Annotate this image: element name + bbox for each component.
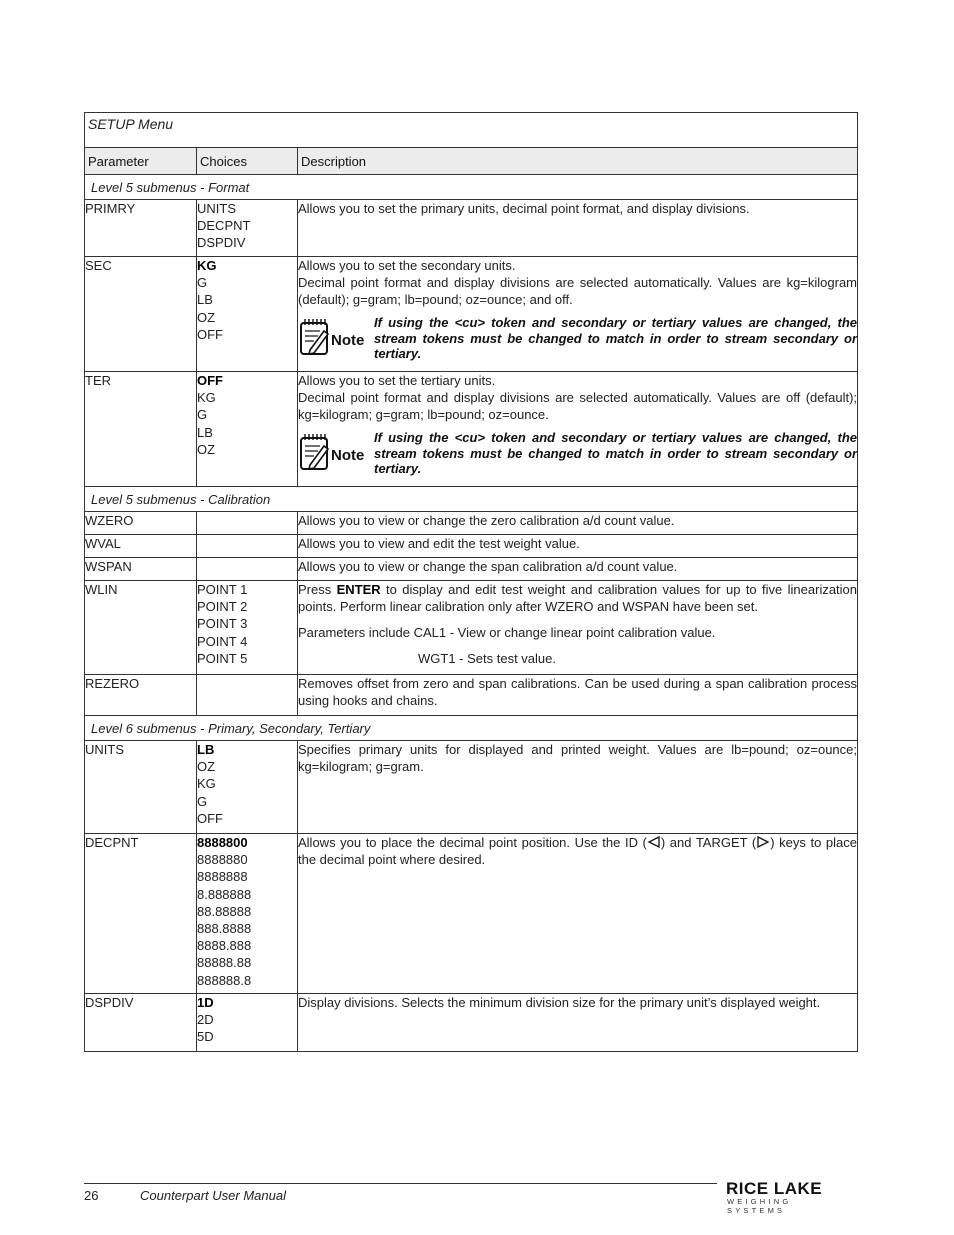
desc-wspan: Allows you to view or change the span calibration a/d count value. — [298, 558, 858, 581]
desc-dspdiv: Display divisions. Selects the minimum division size for the primary unit’s displayed weight. — [298, 994, 858, 1052]
table-title: SETUP Menu — [85, 113, 858, 148]
choice-item: OFF — [197, 326, 223, 342]
header-parameter: Parameter — [85, 148, 197, 175]
table-row — [85, 535, 858, 558]
choice-item: LB — [197, 424, 213, 440]
desc-line: Allows you to set the secondary units. — [298, 258, 516, 273]
note-text: If using the <cu> token and secondary or tertiary values are changed, the stream tokens must be changed to match in order to stream secondary or tertiary. — [374, 430, 858, 477]
param-ter: TER — [85, 372, 197, 487]
choice-item: KG — [197, 776, 216, 792]
choice-item: UNITS — [197, 201, 236, 216]
manual-title: Counterpart User Manual — [140, 1188, 286, 1203]
note-icon — [298, 430, 374, 474]
rice-lake-logo — [724, 1176, 852, 1215]
choice-item: 8.888888 — [197, 886, 252, 902]
param-decpnt: DECPNT — [85, 834, 197, 994]
choices-units — [197, 741, 298, 834]
param-wval: WVAL — [85, 535, 197, 558]
choice-item: KG — [197, 390, 216, 406]
param-dspdiv: DSPDIV — [85, 994, 197, 1052]
choice-item: 5D — [197, 1029, 214, 1045]
choices-rezero — [197, 675, 298, 716]
table-row — [85, 200, 858, 257]
table-row — [85, 741, 858, 834]
note-icon — [298, 315, 374, 359]
table-row — [85, 581, 858, 675]
choice-item: 88888.88 — [197, 955, 252, 971]
choice-item: 2D — [197, 1012, 214, 1028]
choice-item: POINT 3 — [197, 616, 248, 632]
desc-sec — [298, 257, 858, 372]
choice-item: G — [197, 407, 208, 423]
section-units: Level 6 submenus - Primary, Secondary, Tertiary — [85, 716, 858, 741]
choices-wlin — [197, 581, 298, 675]
desc-line: Decimal point format and display divisions are selected automatically. Values are off (default); kg=kilogram; g=gram; lb=pound; oz=ounce. — [298, 390, 858, 422]
param-primry: PRIMRY — [85, 200, 197, 257]
choice-item: 8888880 — [197, 852, 248, 868]
choice-item: G — [197, 793, 208, 809]
setup-menu-table — [84, 112, 858, 1052]
choice-item: 88.88888 — [197, 903, 252, 919]
choice-item: OZ — [197, 441, 216, 457]
param-units: UNITS — [85, 741, 197, 834]
table-row — [85, 558, 858, 581]
page-number: 26 — [84, 1188, 99, 1203]
desc-wval: Allows you to view and edit the test weight value. — [298, 535, 858, 558]
choice-item-default: LB — [197, 742, 215, 757]
desc-line: Decimal point format and display divisions are selected automatically. Values are kg=kilogram (default); g=gram; lb=pound; oz=ounce; and off. — [298, 275, 858, 307]
choice-item: OZ — [197, 309, 216, 325]
choice-item: OFF — [197, 810, 223, 826]
note-block — [298, 430, 857, 477]
desc-line: WGT1 - Sets test value. — [418, 651, 556, 666]
choices-ter — [197, 372, 298, 487]
desc-line: Parameters include CAL1 - View or change linear point calibration value. — [298, 625, 716, 640]
desc-decpnt: Allows you to place the decimal point position. Use the ID ( ) and TARGET ( ) keys to place the decimal point where desired. — [298, 834, 858, 994]
desc-rezero: Removes offset from zero and span calibrations. Can be used during a span calibration process using hooks and chains. — [298, 675, 858, 716]
section-calibration: Level 5 submenus - Calibration — [85, 487, 858, 512]
choice-item: POINT 4 — [197, 633, 248, 649]
choices-dspdiv — [197, 994, 298, 1052]
section-format: Level 5 submenus - Format — [85, 175, 858, 200]
right-arrow-icon — [756, 835, 770, 850]
table-row — [85, 994, 858, 1052]
logo-name: RICE LAKE — [726, 1179, 823, 1198]
desc-wlin — [298, 581, 858, 675]
choice-item: DECPNT — [197, 218, 251, 234]
choice-item: 8888.888 — [197, 938, 252, 954]
choice-item-default: KG — [197, 258, 217, 273]
footer-divider — [84, 1183, 717, 1184]
choice-item: 888.8888 — [197, 921, 252, 937]
param-wlin: WLIN — [85, 581, 197, 675]
choices-wval — [197, 535, 298, 558]
param-sec: SEC — [85, 257, 197, 372]
choices-decpnt — [197, 834, 298, 994]
choices-sec — [197, 257, 298, 372]
choice-item: DSPDIV — [197, 235, 246, 251]
note-label: Note — [331, 332, 365, 349]
note-text: If using the <cu> token and secondary or tertiary values are changed, the stream tokens must be changed to match in order to stream secondary or tertiary. — [374, 315, 858, 362]
header-choices: Choices — [197, 148, 298, 175]
param-wspan: WSPAN — [85, 558, 197, 581]
header-description: Description — [298, 148, 858, 175]
choices-wzero — [197, 512, 298, 535]
desc-line: Press ENTER to display and edit test weight and calibration values for up to five linearization points. Perform linear calibration only after WZERO and WSPAN have been set. — [298, 582, 858, 614]
desc-ter — [298, 372, 858, 487]
desc-primry: Allows you to set the primary units, decimal point format, and display divisions. — [298, 200, 858, 257]
choice-item: POINT 2 — [197, 599, 248, 615]
table-row — [85, 512, 858, 535]
choices-primry — [197, 200, 298, 257]
choice-item: POINT 1 — [197, 582, 248, 597]
left-arrow-icon — [647, 835, 661, 850]
desc-line: Allows you to set the tertiary units. — [298, 373, 496, 388]
choice-item: POINT 5 — [197, 650, 248, 666]
note-block — [298, 315, 857, 362]
param-rezero: REZERO — [85, 675, 197, 716]
param-wzero: WZERO — [85, 512, 197, 535]
choice-item: 8888888 — [197, 869, 248, 885]
table-row — [85, 257, 858, 372]
table-row — [85, 372, 858, 487]
choice-item-default: OFF — [197, 373, 223, 388]
key-enter: ENTER — [336, 582, 381, 597]
choice-item-default: 8888800 — [197, 835, 248, 850]
choice-item: G — [197, 275, 208, 291]
choice-item: OZ — [197, 759, 216, 775]
desc-units: Specifies primary units for displayed and printed weight. Values are lb=pound; oz=ounce; kg=kilogram; g=gram. — [298, 741, 858, 834]
choice-item-default: 1D — [197, 995, 214, 1010]
desc-wzero: Allows you to view or change the zero calibration a/d count value. — [298, 512, 858, 535]
choices-wspan — [197, 558, 298, 581]
table-row — [85, 834, 858, 994]
note-label: Note — [331, 447, 365, 464]
table-row — [85, 675, 858, 716]
choice-item: 888888.8 — [197, 972, 252, 988]
logo-tagline: WEIGHING SYSTEMS — [727, 1197, 792, 1215]
choice-item: LB — [197, 292, 213, 308]
